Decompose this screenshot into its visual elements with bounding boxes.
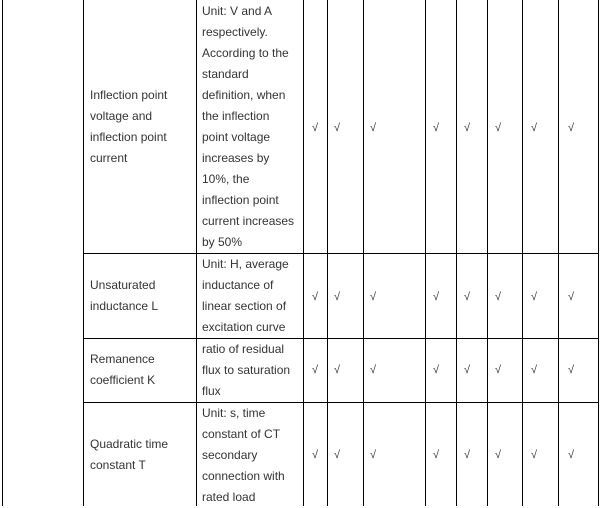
row-divider <box>83 402 599 403</box>
check-mark: √ <box>567 291 575 303</box>
parameter-name: Remanence coefficient K <box>90 352 156 387</box>
check-mark: √ <box>567 122 575 134</box>
check-mark: √ <box>311 449 319 461</box>
check-mark: √ <box>311 364 319 376</box>
check-mark: √ <box>432 364 440 376</box>
check-mark: √ <box>311 291 319 303</box>
check-mark: √ <box>369 449 377 461</box>
check-mark: √ <box>333 291 341 303</box>
check-mark: √ <box>463 291 471 303</box>
check-mark: √ <box>494 122 502 134</box>
grid-line <box>2 0 3 506</box>
parameter-name: Quadratic time constant T <box>90 437 169 472</box>
check-mark: √ <box>494 449 502 461</box>
check-mark: √ <box>530 449 538 461</box>
parameter-description: Unit: s, time constant of CT secondary connection with rated load <box>202 406 285 504</box>
check-mark: √ <box>463 449 471 461</box>
check-mark: √ <box>311 122 319 134</box>
check-mark: √ <box>530 122 538 134</box>
parameter-name: Unsaturated inductance L <box>90 278 159 313</box>
check-mark: √ <box>333 449 341 461</box>
check-mark: √ <box>432 122 440 134</box>
check-mark: √ <box>463 122 471 134</box>
check-mark: √ <box>432 291 440 303</box>
check-mark: √ <box>567 364 575 376</box>
check-mark: √ <box>530 291 538 303</box>
check-mark: √ <box>494 291 502 303</box>
parameter-description: ratio of residual flux to saturation flux <box>202 342 291 398</box>
parameter-name: Inflection point voltage and inflection point current <box>90 88 168 165</box>
check-mark: √ <box>369 291 377 303</box>
row-divider <box>83 253 599 254</box>
check-mark: √ <box>333 122 341 134</box>
check-mark: √ <box>567 449 575 461</box>
check-mark: √ <box>369 364 377 376</box>
check-mark: √ <box>369 122 377 134</box>
check-mark: √ <box>333 364 341 376</box>
check-mark: √ <box>494 364 502 376</box>
check-mark: √ <box>432 449 440 461</box>
parameter-description: Unit: V and A respectively. According to the standard definition, when the inflection point voltage increases by 10%, the inflection point current increases by 50% <box>202 4 295 249</box>
row-divider <box>83 338 599 339</box>
check-mark: √ <box>530 364 538 376</box>
check-mark: √ <box>463 364 471 376</box>
parameter-description: Unit: H, average inductance of linear section of excitation curve <box>202 257 289 334</box>
